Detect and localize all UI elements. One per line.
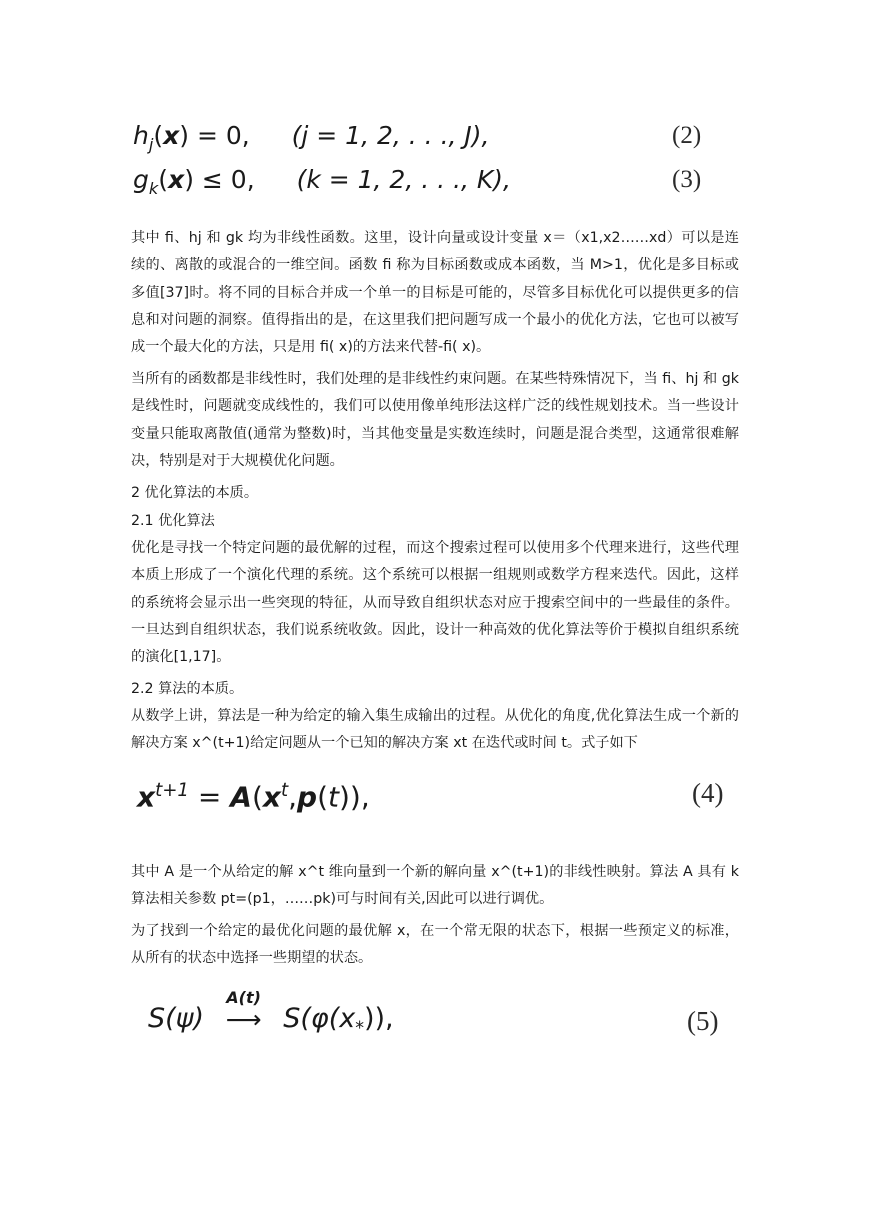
- long-right-arrow-icon: ⟶: [225, 1004, 262, 1034]
- equation-2: $h_j(x) = 0$, (j = 1, 2, . . ., J),: [133, 121, 490, 154]
- eq4-arg1: x: [262, 780, 281, 814]
- eq5-arrow: [213, 987, 275, 1035]
- eq4-lhs-sup: t+1: [155, 780, 190, 801]
- eq5-right-end: )),: [363, 1003, 394, 1034]
- equation-3-number: (3): [672, 166, 702, 193]
- section-heading-2-2: 2.2 算法的本质。: [131, 681, 244, 697]
- eq2-func: h: [133, 121, 149, 150]
- eq4-func: A: [230, 780, 252, 814]
- eq2-arg: x: [163, 121, 180, 150]
- eq5-arrow-label: A(t): [226, 987, 261, 1007]
- eq4-arg2-inner: t: [328, 780, 339, 814]
- eq4-arg2: p: [297, 780, 318, 814]
- eq3-rel: ≤ 0,: [201, 165, 255, 194]
- eq4-arg1-sup: t: [280, 780, 289, 801]
- paragraph-optimization-definition: 优化是寻找一个特定问题的最优解的过程，而这个搜索过程可以使用多个代理来进行，这些代理本质上形成了一个演化代理的系统。这个系统可以根据一组规则或数学方程来迭代。因此，这样的系统将会显示出一些突现的特征，从而导致自组织状态对应于搜索空间中的一些最佳的条件。一旦达到自组织状态，我们说系统收敛。因此，设计一种高效的优化算法等价于模拟自组织系统的演化[1,17]。: [131, 540, 739, 666]
- section-heading-2: 2 优化算法的本质。: [131, 485, 259, 501]
- eq5-right: S(φ(x: [283, 1003, 356, 1034]
- equation-5: [148, 987, 394, 1043]
- eq3-func: g: [133, 165, 149, 194]
- eq5-right-sub: *: [355, 1018, 364, 1039]
- eq5-left: S(ψ): [148, 1003, 205, 1034]
- equation-2-number: (2): [672, 122, 702, 149]
- eq2-cond: (j = 1, 2, . . ., J),: [291, 121, 490, 150]
- eq4-op: =: [197, 780, 222, 814]
- section-heading-2-1: 2.1 优化算法: [131, 513, 215, 529]
- eq2-sub: j: [148, 135, 154, 154]
- equation-4: $x^{t+1} = A(x^t,p(t))$,: [137, 780, 370, 814]
- paragraph-optimal-state: 为了找到一个给定的最优化问题的最优解 x，在一个常无限的状态下，根据一些预定义的标准，从所有的状态中选择一些期望的状态。: [131, 923, 739, 967]
- eq3-sub: k: [148, 179, 159, 198]
- paragraph-objective-functions: 其中 fi、hj 和 gk 均为非线性函数。这里，设计向量或设计变量 x＝（x1,x2……xd）可以是连续的、离散的或混合的一维空间。函数 fi 称为目标函数或成本函数，当 M>1，优化是多目标或多值[37]时。将不同的目标合并成一个单一的目标是可能的，尽管多目标优化可以提供更多的信息和对问题的洞察。值得指出的是，在这里我们把问题写成一个最小的优化方法，它也可以被写成一个最大化的方法，只是用 fi( x)的方法来代替-fi( x)。: [131, 230, 739, 356]
- eq4-lhs: x: [137, 780, 156, 814]
- equation-3: $g_k(x) \le 0$, (k = 1, 2, . . ., K),: [133, 165, 511, 198]
- eq3-arg: x: [168, 165, 185, 194]
- equation-4-number: (4): [692, 778, 724, 808]
- eq3-cond: (k = 1, 2, . . ., K),: [296, 165, 511, 194]
- paragraph-nonlinear-mapping: 其中 A 是一个从给定的解 x^t 维向量到一个新的解向量 x^(t+1)的非线性映射。算法 A 具有 k 算法相关参数 pt=(p1，……pk)可与时间有关,因此可以进行调优。: [131, 864, 739, 908]
- eq2-rel: = 0,: [196, 121, 250, 150]
- paragraph-algorithm-definition: 从数学上讲，算法是一种为给定的输入集生成输出的过程。从优化的角度,优化算法生成一个新的解决方案 x^(t+1)给定问题从一个已知的解决方案 xt 在迭代或时间 t。式子如下: [131, 708, 739, 752]
- equation-5-number: (5): [687, 1006, 719, 1036]
- paragraph-nonlinear-constraints: 当所有的函数都是非线性时，我们处理的是非线性约束问题。在某些特殊情况下，当 fi、hj 和 gk 是线性时，问题就变成线性的，我们可以使用像单纯形法这样广泛的线性规划技术。当一些设计变量只能取离散值(通常为整数)时，当其他变量是实数连续时，问题是混合类型，这通常很难解决，特别是对于大规模优化问题。: [131, 371, 739, 469]
